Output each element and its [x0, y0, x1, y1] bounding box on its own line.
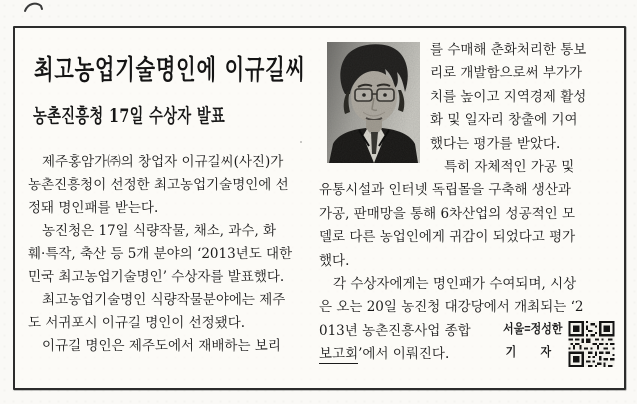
article-text-line: 민국 최고농업기술명인’ 수상자를 발표했다.: [28, 269, 285, 285]
paper-speck: [300, 141, 302, 143]
article-right-column: [319, 39, 628, 366]
article-text-line: 농진청은 17일 식량작물, 채소, 과수, 화: [42, 223, 277, 239]
article-text-line: 최고농업기술명인 식량작물분야에는 제주: [42, 292, 286, 308]
underlined-word: 보고회: [319, 346, 359, 363]
article-text-line: 도 서귀포시 이규길 명인이 선정됐다.: [28, 315, 246, 331]
article-text-line: 화 및 일자리 창출에 기여: [430, 112, 578, 129]
article-text-line: 이규길 명인은 제주도에서 재배하는 보리: [42, 338, 281, 354]
article-text-line: 특히 자체적인 가공 및: [444, 158, 575, 175]
byline: [503, 321, 565, 360]
article-text-line: 013년 농촌진흥사업 종합: [319, 322, 471, 339]
article-text-line: 가공, 판매망을 통해 6차산업의 성공적인 모: [319, 205, 576, 222]
pen-mark-icon: [23, 1, 45, 13]
byline-suffix: 기 자: [505, 345, 562, 359]
article-text-line: 훼·특작, 축산 등 5개 분야의 ‘2013년도 대한: [28, 246, 293, 262]
paper-speck: [242, 300, 244, 302]
article-text-line: 했다는 평가를 받았다.: [430, 135, 561, 152]
article-text-line: 했다.: [319, 252, 350, 269]
article-text-line: 정돼 명인패를 받는다.: [28, 200, 159, 216]
article-text-line: 리로 개발함으로써 부가가: [430, 65, 583, 82]
byline-reporter: 서울=정성한: [503, 322, 563, 336]
article-text-line: 치를 높이고 지역경제 활성: [430, 88, 587, 105]
article-text-line: 각 수상자에게는 명인패가 수여되며, 시상: [333, 275, 577, 292]
article-subheadline: 농촌진흥청 17일 수상자 발표: [33, 105, 226, 127]
qr-code-icon: [567, 321, 616, 367]
article-text-line: 은 오는 20일 농진청 대강당에서 개최되는 ‘2: [319, 299, 584, 316]
article-left-column: [28, 151, 318, 358]
article-text-line: 를 수매해 춘화처리한 통보: [430, 42, 587, 58]
paper-speck: [560, 120, 562, 122]
article-headline: 최고농업기술명인에 이규길씨: [34, 55, 306, 86]
article-text-line: 농촌진흥청이 선정한 최고농업기술명인에 선: [28, 177, 289, 193]
article-text-line: 유통시설과 인터넷 독립몰을 구축해 생산과: [319, 182, 571, 199]
last-line-rest: ’에서 이뤄진다.: [358, 346, 450, 363]
article-text-line: 델로 다른 농업인에게 귀감이 되었다고 평가: [319, 229, 576, 246]
article-text-line: 제주홍암가㈜의 창업자 이규길씨(사진)가: [42, 154, 284, 170]
